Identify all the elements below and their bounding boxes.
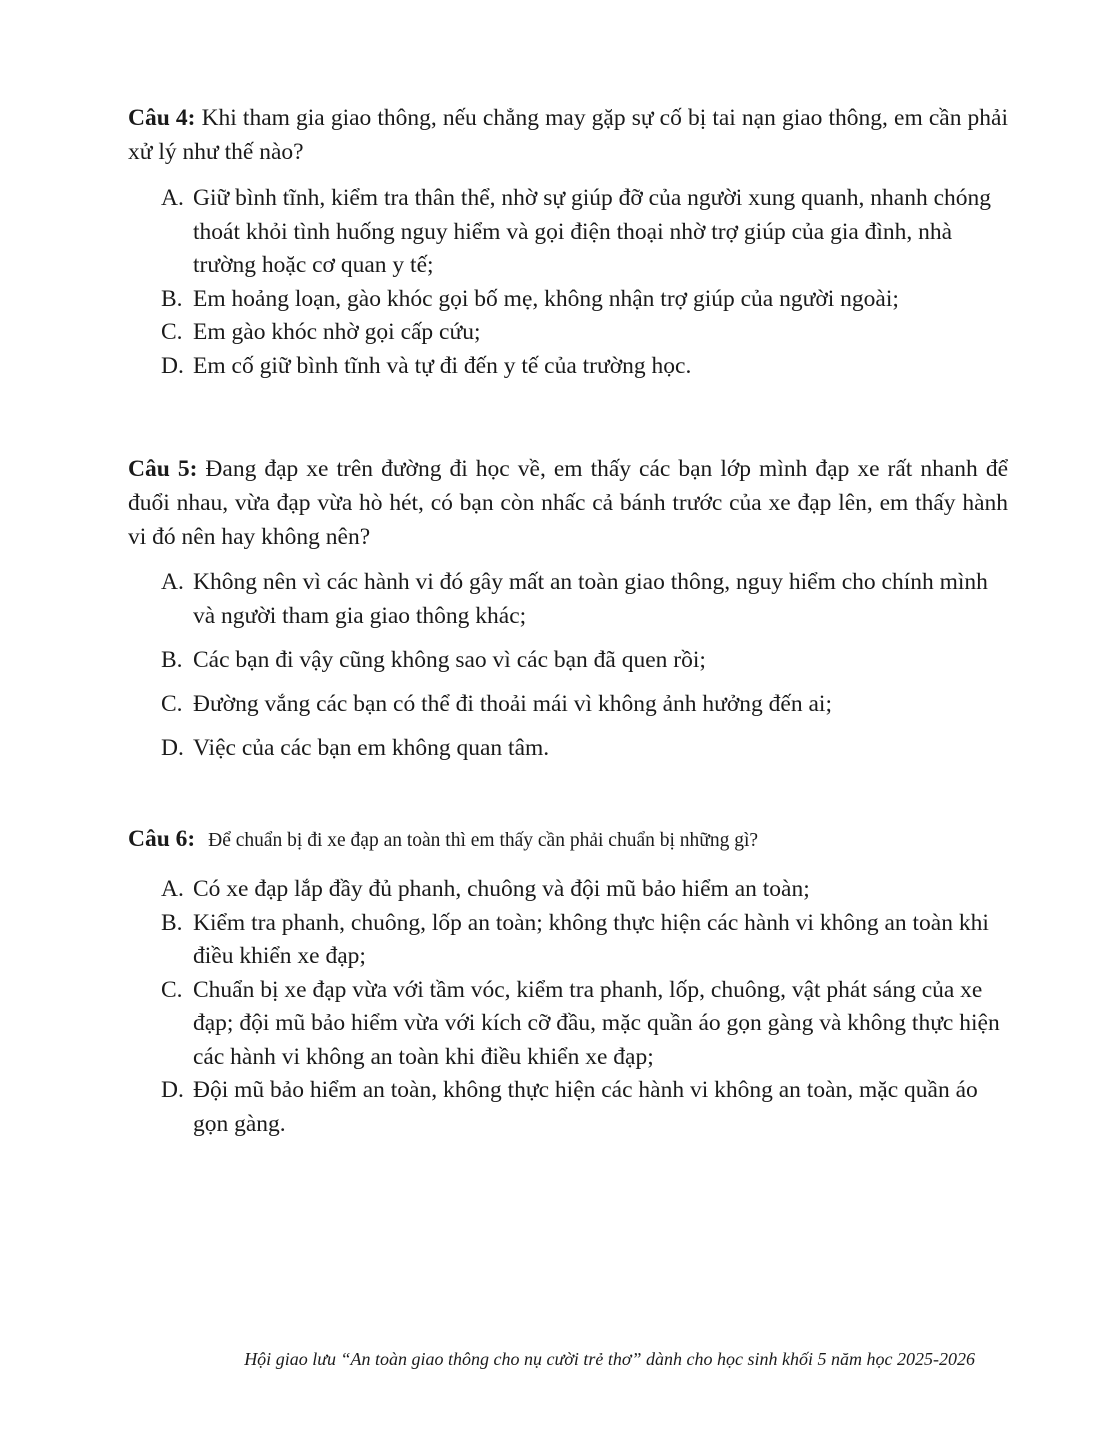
option-letter: C. (161, 976, 183, 1003)
option-letter: C. (161, 319, 183, 345)
question-5 (128, 452, 1008, 776)
option-text: Giữ bình tĩnh, kiểm tra thân thể, nhờ sự giúp đỡ của người xung quanh, nhanh chóng thoát khỏi tình huống nguy hiểm và gọi điện thoại nhờ trợ giúp của gia đình, nhà trường hoặc cơ quan y tế; (193, 185, 992, 278)
question-number: Câu 6: (128, 826, 196, 852)
option-letter: B. (161, 909, 183, 936)
option-a (128, 182, 1008, 283)
option-list (128, 566, 1008, 765)
page-footer: Hội giao lưu “An toàn giao thông cho nụ cười trẻ thơ” dành cho học sinh khối 5 năm học 2025-2026 (244, 1349, 975, 1369)
option-text: Chuẩn bị xe đạp vừa với tầm vóc, kiểm tra phanh, lốp, chuông, vật phát sáng của xe đạp; đội mũ bảo hiểm vừa với kích cỡ đầu, mặc quần áo gọn gàng và không thực hiện các hành vi không an toàn khi điều khiển xe đạp; (193, 976, 1000, 1070)
option-letter: D. (161, 1077, 184, 1103)
question-number: Câu 4: (128, 105, 196, 131)
option-letter: A. (161, 185, 184, 211)
option-letter: B. (161, 285, 183, 312)
question-stem (128, 822, 1008, 858)
option-b (128, 644, 1008, 678)
option-a (128, 566, 1008, 633)
option-list (128, 182, 1008, 383)
option-text: Em hoảng loạn, gào khóc gọi bố mẹ, không nhận trợ giúp của người ngoài; (193, 285, 899, 312)
option-b (128, 907, 1008, 974)
option-b (128, 283, 1008, 317)
option-letter: D. (161, 734, 184, 761)
option-text: Các bạn đi vậy cũng không sao vì các bạn đã quen rồi; (193, 646, 706, 673)
question-text: Để chuẩn bị đi xe đạp an toàn thì em thấy cần phải chuẩn bị những gì? (208, 830, 759, 851)
option-text: Em gào khóc nhờ gọi cấp cứu; (193, 319, 481, 345)
option-letter: D. (161, 352, 184, 379)
option-a (128, 873, 1008, 907)
option-text: Em cố giữ bình tĩnh và tự đi đến y tế của trường học. (193, 352, 692, 379)
option-letter: A. (161, 876, 184, 902)
question-4 (128, 101, 1008, 383)
option-c (128, 316, 1008, 350)
option-text: Đường vắng các bạn có thể đi thoải mái vì không ảnh hưởng đến ai; (193, 690, 832, 717)
option-letter: A. (161, 569, 184, 595)
question-text: Đang đạp xe trên đường đi học về, em thấy các bạn lớp mình đạp xe rất nhanh để đuổi nhau, vừa đạp vừa hò hét, có bạn còn nhấc cả bánh trước của xe đạp lên, em thấy hành vi đó nên hay không nên? (128, 456, 1008, 550)
option-text: Không nên vì các hành vi đó gây mất an toàn giao thông, nguy hiểm cho chính mình và người tham gia giao thông khác; (193, 569, 988, 629)
option-text: Việc của các bạn em không quan tâm. (193, 734, 550, 761)
option-text: Kiểm tra phanh, chuông, lốp an toàn; không thực hiện các hành vi không an toàn khi điều khiển xe đạp; (193, 909, 989, 969)
question-number: Câu 5: (128, 456, 198, 482)
option-d (128, 732, 1008, 766)
option-c (128, 974, 1008, 1075)
option-letter: B. (161, 646, 183, 673)
option-letter: C. (161, 690, 183, 717)
option-text: Đội mũ bảo hiểm an toàn, không thực hiện các hành vi không an toàn, mặc quần áo gọn gàng. (193, 1077, 978, 1137)
question-stem (128, 101, 1008, 169)
question-stem (128, 452, 1008, 554)
option-d (128, 350, 1008, 384)
option-list (128, 873, 1008, 1141)
option-text: Có xe đạp lắp đầy đủ phanh, chuông và đội mũ bảo hiểm an toàn; (193, 876, 810, 902)
question-text: Khi tham gia giao thông, nếu chẳng may gặp sự cố bị tai nạn giao thông, em cần phải xử lý như thế nào? (128, 105, 1008, 165)
option-d (128, 1074, 1008, 1141)
question-6 (128, 822, 1008, 1141)
option-c (128, 688, 1008, 722)
